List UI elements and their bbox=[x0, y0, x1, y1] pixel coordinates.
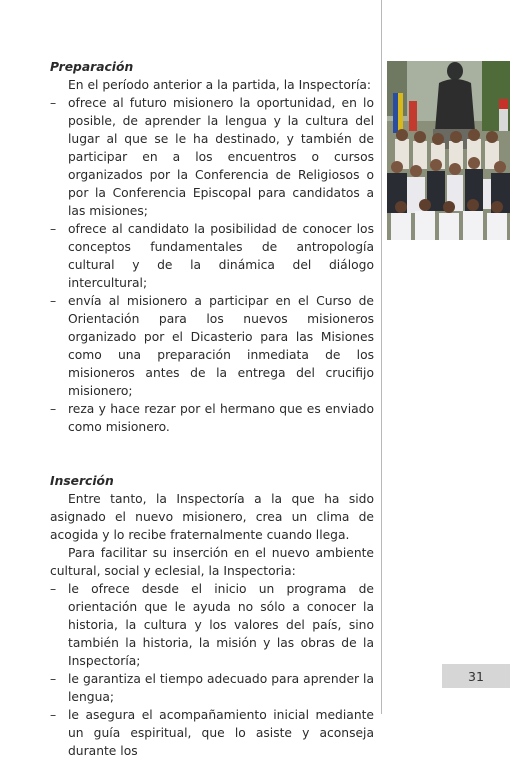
list-item-text: le asegura el acompañamiento inicial mediante un guía espiritual, que lo asiste y aconseja durante los bbox=[68, 708, 374, 758]
body-paragraph: Para facilitar su inserción en el nuevo ambiente cultural, social y eclesial, la Inspectoria: bbox=[50, 546, 374, 578]
list-item-text: le garantiza el tiempo adecuado para aprender la lengua; bbox=[68, 672, 374, 704]
list-item bbox=[50, 580, 374, 670]
list-item-text: reza y hace rezar por el hermano que es enviado como misionero. bbox=[68, 402, 374, 434]
dash-bullet: – bbox=[50, 222, 57, 236]
body-paragraph: Entre tanto, la Inspectoría a la que ha sido asignado el nuevo misionero, crea un clima de acogida y lo recibe fraternalmente cuando llega. bbox=[50, 492, 374, 542]
list-item bbox=[50, 220, 374, 292]
intro-paragraph: En el período anterior a la partida, la Inspectoría: bbox=[68, 78, 372, 92]
list-item-text: envía al misionero a participar en el Curso de Orientación para los nuevos misioneros organizado por el Dicasterio para las Misiones como una preparación inmediata de los misioneros antes de la entrega del crucifijo misionero; bbox=[68, 294, 374, 398]
dash-bullet: – bbox=[50, 672, 57, 686]
main-text-column bbox=[50, 58, 374, 760]
section-heading-preparacion: Preparación bbox=[50, 60, 134, 74]
section-heading-insercion: Inserción bbox=[50, 474, 114, 488]
insertion-list bbox=[50, 580, 374, 760]
preparation-list bbox=[50, 94, 374, 436]
section-insercion bbox=[50, 472, 374, 760]
page-number: 31 bbox=[442, 664, 510, 688]
dash-bullet: – bbox=[50, 294, 57, 308]
list-item bbox=[50, 670, 374, 706]
list-item bbox=[50, 292, 374, 400]
group-photo bbox=[387, 61, 510, 240]
dash-bullet: – bbox=[50, 96, 57, 110]
dash-bullet: – bbox=[50, 582, 57, 596]
margin-divider-line bbox=[381, 0, 382, 714]
list-item bbox=[50, 706, 374, 760]
dash-bullet: – bbox=[50, 402, 57, 416]
list-item-text: le ofrece desde el inicio un programa de orientación que le ayuda no sólo a conocer la historia, la cultura y los valores del país, sino también la historia, la misión y las obras de la Inspectoría; bbox=[68, 582, 374, 668]
list-item-text: ofrece al futuro misionero la oportunidad, en lo posible, de aprender la lengua y la cultura del lugar al que se le ha destinado, y también de participar en a los encuentros o cursos organizados por la Conferencia de Religiosos o por la Conferencia Episcopal para candidatos a las misiones; bbox=[68, 96, 374, 218]
list-item bbox=[50, 400, 374, 436]
list-item-text: ofrece al candidato la posibilidad de conocer los conceptos fundamentales de antropología cultural y de la dinámica del diálogo intercultural; bbox=[68, 222, 374, 290]
dash-bullet: – bbox=[50, 708, 57, 722]
list-item bbox=[50, 94, 374, 220]
